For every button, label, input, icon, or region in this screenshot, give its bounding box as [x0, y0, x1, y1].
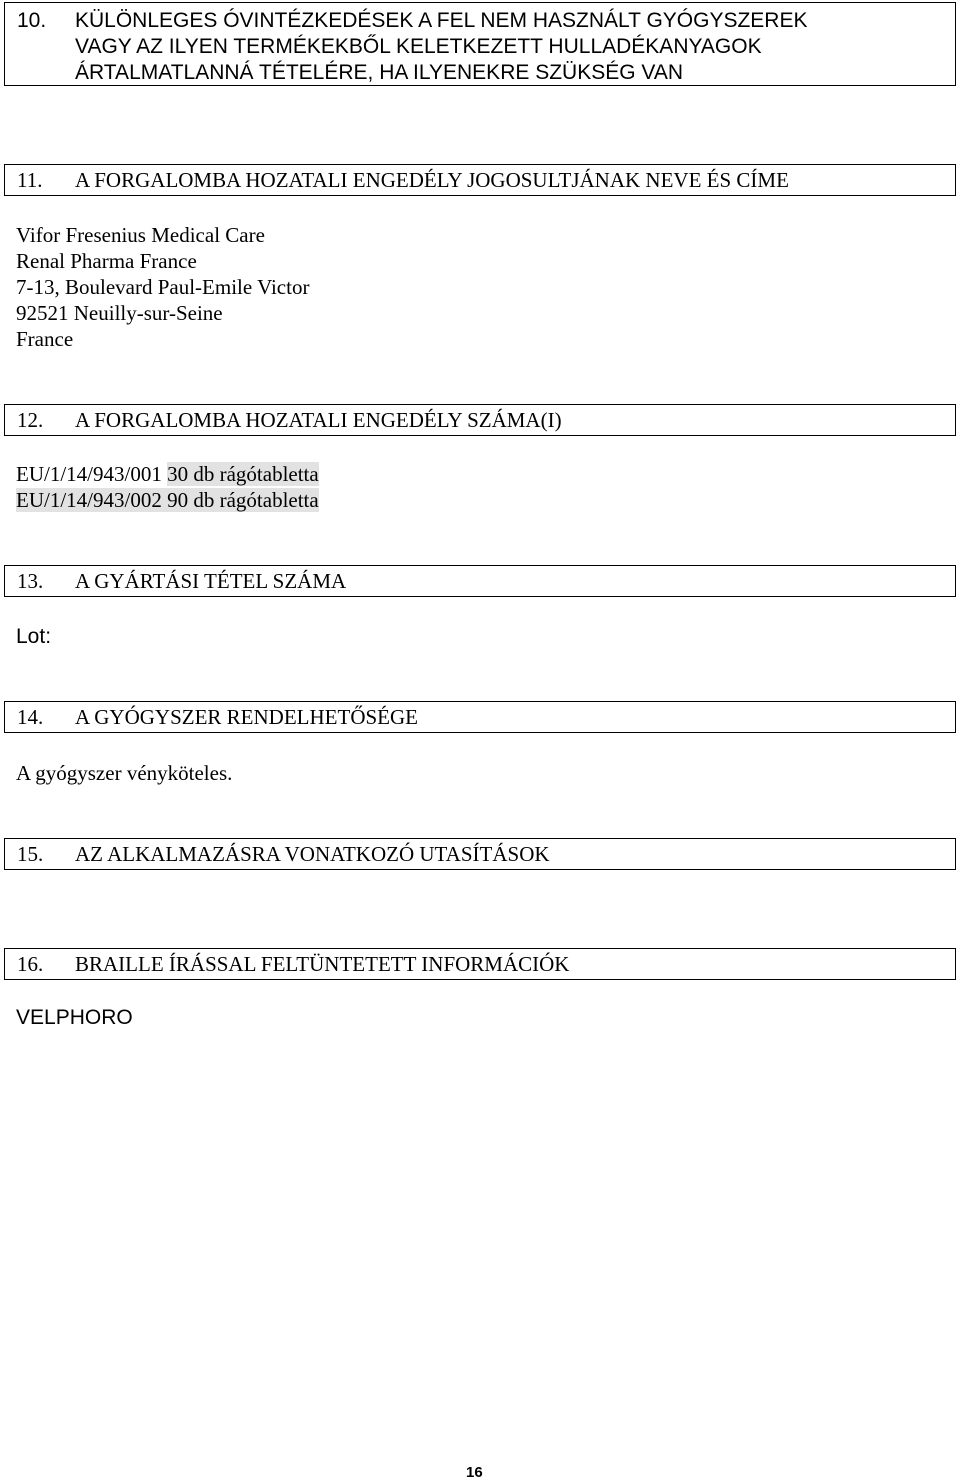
- page-number: 16: [466, 1464, 483, 1481]
- section-title: BRAILLE ÍRÁSSAL FELTÜNTETETT INFORMÁCIÓK: [75, 952, 570, 976]
- authorisation-number-line-2: [16, 487, 319, 513]
- section-15-header: [4, 838, 956, 870]
- section-10-header: [4, 2, 956, 86]
- section-title-line-1: KÜLÖNLEGES ÓVINTÉZKEDÉSEK A FEL NEM HASZNÁLT GYÓGYSZEREK: [75, 9, 808, 32]
- section-number: 16.: [17, 952, 44, 976]
- section-title-line-3: ÁRTALMATLANNÁ TÉTELÉRE, HA ILYENEKRE SZÜKSÉG VAN: [75, 61, 684, 84]
- section-title: A GYÁRTÁSI TÉTEL SZÁMA: [75, 569, 347, 593]
- section-number: 13.: [17, 569, 44, 593]
- prescription-status: A gyógyszer vényköteles.: [16, 761, 233, 785]
- section-number: 15.: [17, 842, 44, 866]
- section-number: 14.: [17, 705, 44, 729]
- authorisation-code: EU/1/14/943/002: [16, 488, 162, 512]
- address-line-3: 7-13, Boulevard Paul-Emile Victor: [16, 275, 310, 299]
- address-line-4: 92521 Neuilly-sur-Seine: [16, 301, 223, 325]
- address-line-1: Vifor Fresenius Medical Care: [16, 223, 265, 247]
- pack-description: 90 db rágótabletta: [167, 488, 319, 512]
- section-number: 10.: [17, 9, 47, 32]
- section-16-header: [4, 948, 956, 980]
- lot-label: Lot:: [16, 625, 52, 648]
- braille-text: VELPHORO: [16, 1006, 133, 1029]
- section-number: 11.: [17, 168, 43, 192]
- authorisation-number-line-1: [16, 461, 319, 487]
- section-title: A FORGALOMBA HOZATALI ENGEDÉLY SZÁMA(I): [75, 408, 562, 432]
- section-number: 12.: [17, 408, 44, 432]
- section-14-header: [4, 701, 956, 733]
- address-line-5: France: [16, 327, 74, 351]
- section-title: A FORGALOMBA HOZATALI ENGEDÉLY JOGOSULTJÁNAK NEVE ÉS CÍME: [75, 168, 789, 192]
- authorisation-code: EU/1/14/943/001: [16, 462, 162, 486]
- section-12-header: [4, 404, 956, 436]
- section-title: A GYÓGYSZER RENDELHETŐSÉGE: [75, 705, 418, 729]
- section-title-line-2: VAGY AZ ILYEN TERMÉKEKBŐL KELETKEZETT HULLADÉKANYAGOK: [75, 35, 762, 58]
- section-13-header: [4, 565, 956, 597]
- section-11-header: [4, 164, 956, 196]
- pack-description: 30 db rágótabletta: [167, 462, 319, 486]
- section-title: AZ ALKALMAZÁSRA VONATKOZÓ UTASÍTÁSOK: [75, 842, 550, 866]
- address-line-2: Renal Pharma France: [16, 249, 197, 273]
